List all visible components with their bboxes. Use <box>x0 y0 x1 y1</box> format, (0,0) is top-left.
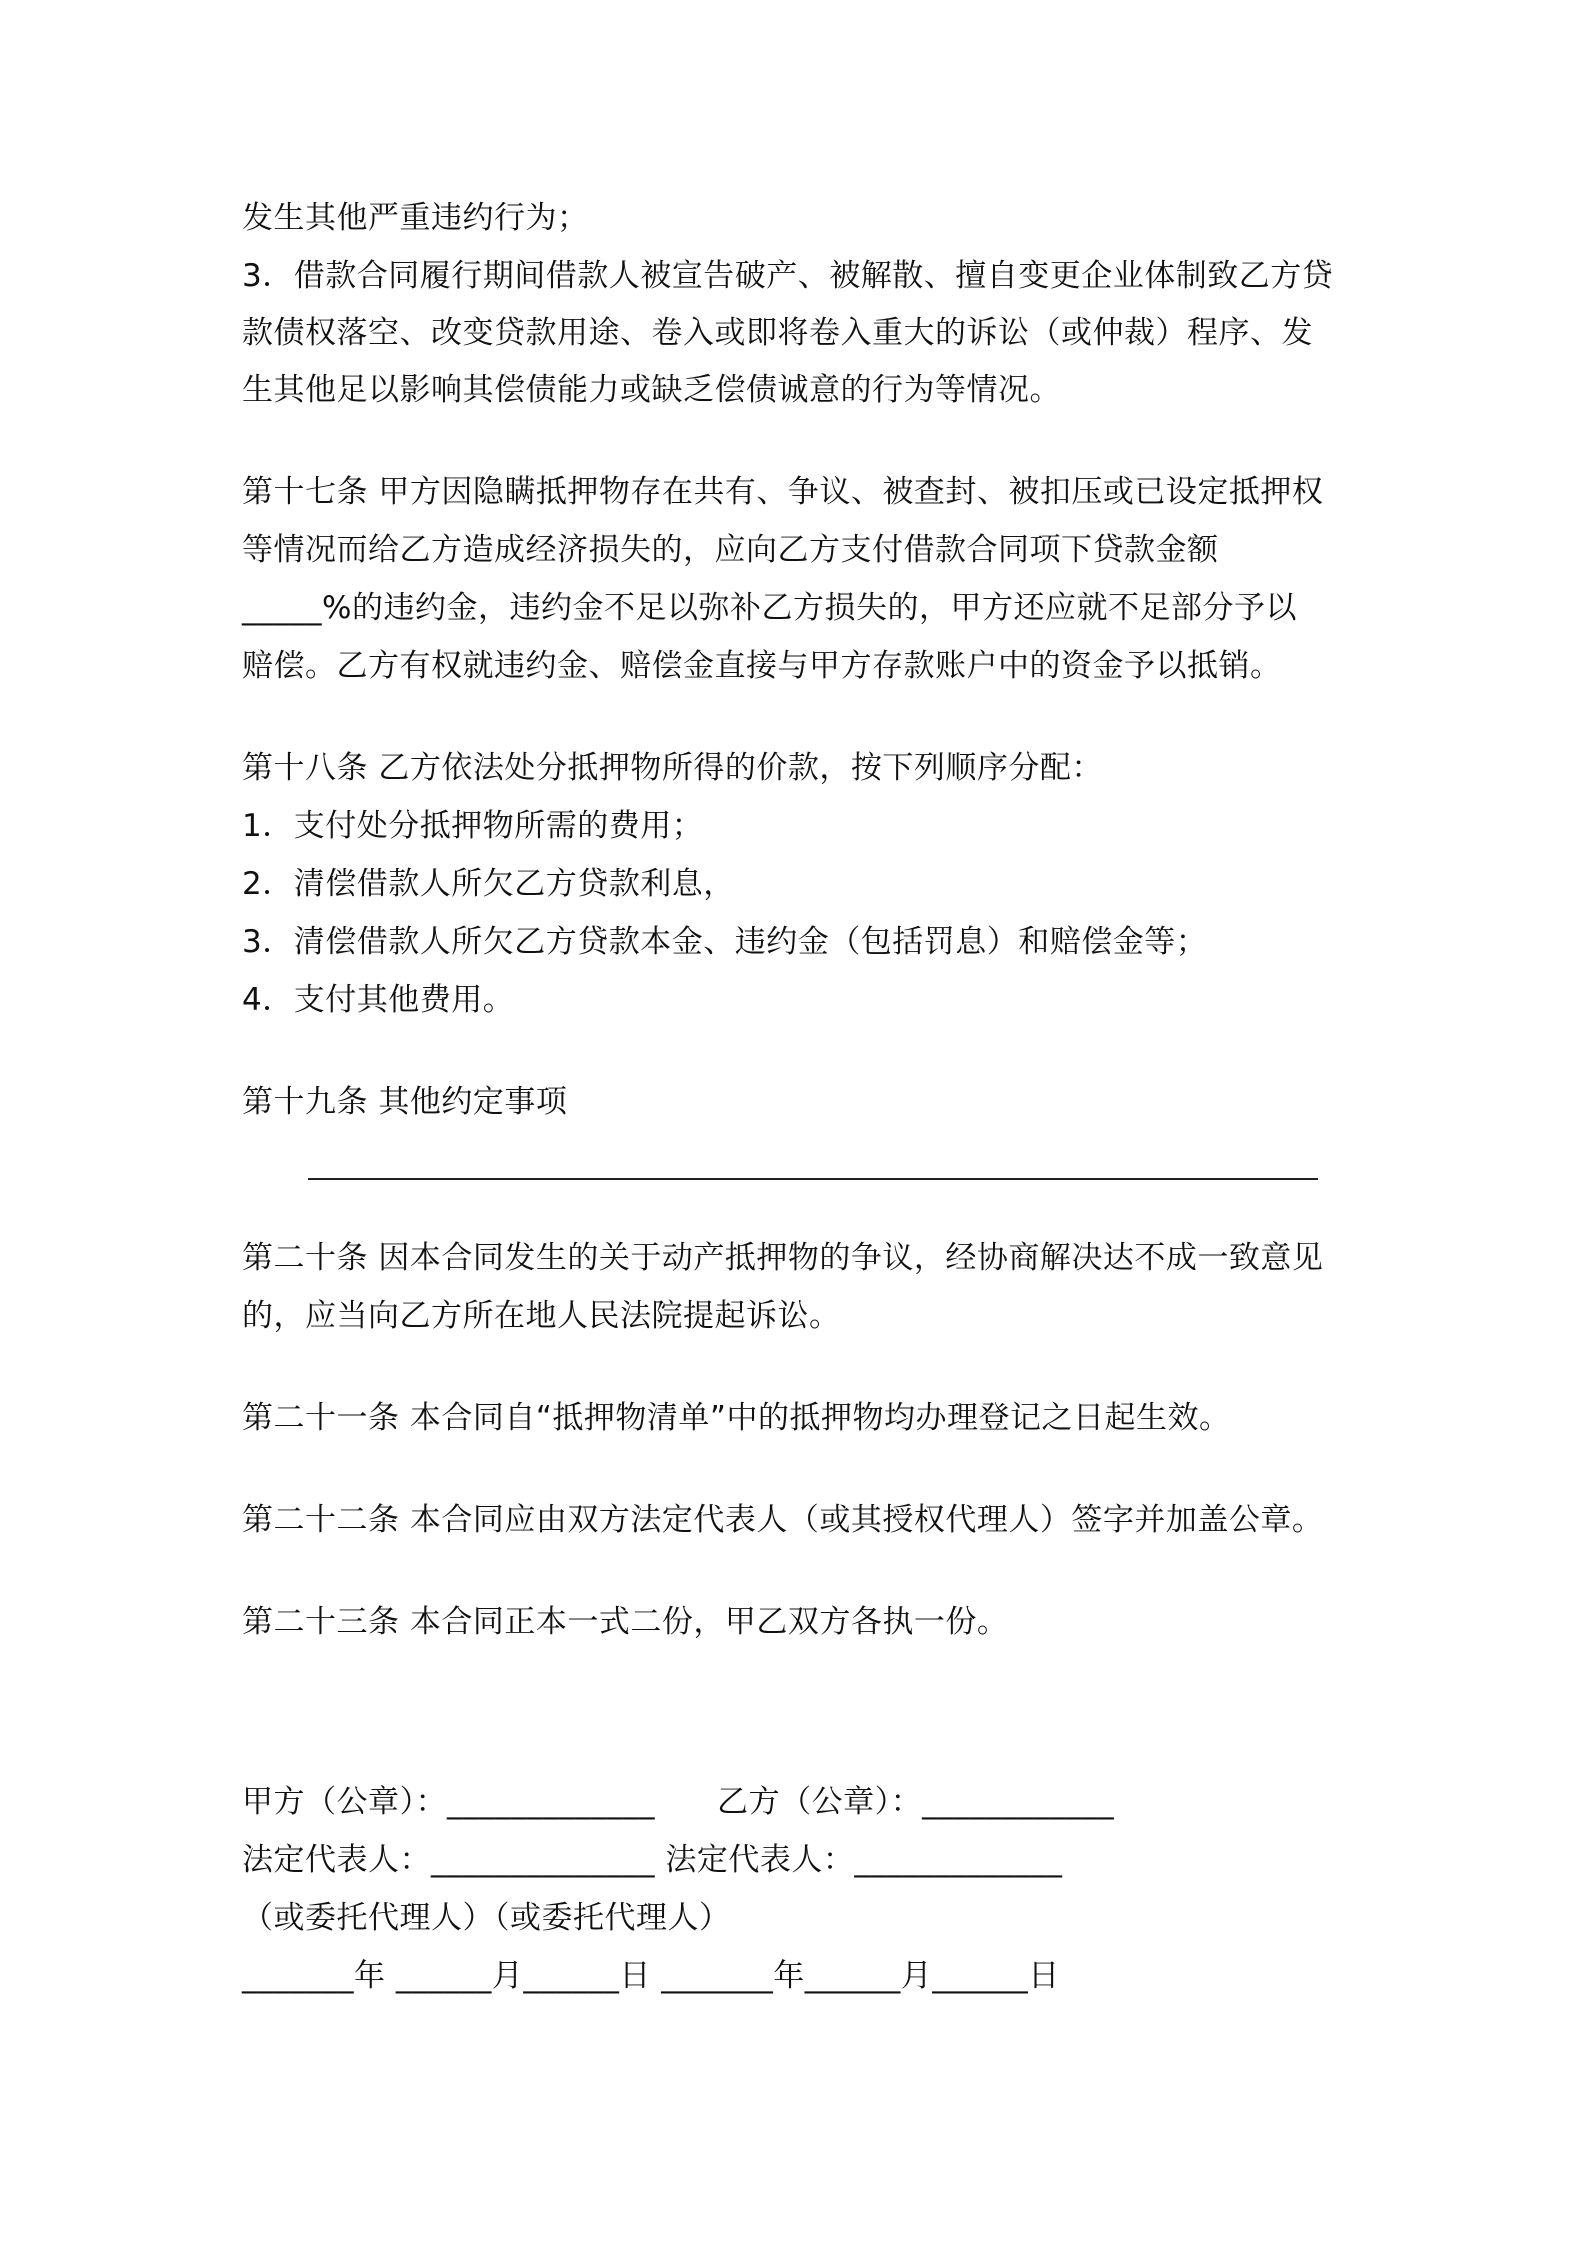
clause18-item-2: 2．清偿借款人所欠乙方贷款利息， <box>242 866 735 902</box>
clause16-item3-line-3: 生其他足以影响其偿债能力或缺乏偿债诚意的行为等情况。 <box>242 372 1061 408</box>
signature-seal-line: 甲方（公章）：_____________ 乙方（公章）：____________ <box>242 1784 1115 1820</box>
clause16-tail-line-1: 发生其他严重违约行为； <box>242 200 589 236</box>
contract-page <box>242 0 1362 2244</box>
clause17-line-1: 第十七条 甲方因隐瞒抵押物存在共有、争议、被查封、被扣压或已设定抵押权 <box>242 474 1324 510</box>
clause18-item-3: 3．清偿借款人所欠乙方贷款本金、违约金（包括罚息）和赔偿金等； <box>242 924 1208 960</box>
clause19-blank-line <box>308 1178 1318 1180</box>
clause17-line-3: _____%的违约金，违约金不足以弥补乙方损失的，甲方还应就不足部分予以 <box>242 590 1297 626</box>
clause21: 第二十一条 本合同自“抵押物清单”中的抵押物均办理登记之日起生效。 <box>242 1400 1231 1436</box>
clause23: 第二十三条 本合同正本一式二份，甲乙双方各执一份。 <box>242 1604 1009 1640</box>
clause20-line-1: 第二十条 因本合同发生的关于动产抵押物的争议，经协商解决达不成一致意见 <box>242 1240 1324 1276</box>
clause18-item-1: 1．支付处分抵押物所需的费用； <box>242 808 704 844</box>
clause20-line-2: 的，应当向乙方所在地人民法院提起诉讼。 <box>242 1298 841 1334</box>
clause18-item-4: 4．支付其他费用。 <box>242 982 515 1018</box>
clause22: 第二十二条 本合同应由双方法定代表人（或其授权代理人）签字并加盖公章。 <box>242 1502 1324 1538</box>
signature-legal-rep-line: 法定代表人：______________ 法定代表人：_____________ <box>242 1842 1063 1878</box>
signature-date-line: _______年 ______月______日 _______年______月______日 <box>242 1958 1060 1994</box>
clause16-item3-line-2: 款债权落空、改变贷款用途、卷入或即将卷入重大的诉讼（或仲裁）程序、发 <box>242 315 1313 351</box>
clause18-heading: 第十八条 乙方依法处分抵押物所得的价款，按下列顺序分配： <box>242 750 1103 786</box>
clause17-line-4: 赔偿。乙方有权就违约金、赔偿金直接与甲方存款账户中的资金予以抵销。 <box>242 648 1282 684</box>
signature-agent-line: （或委托代理人）（或委托代理人） <box>242 1900 731 1936</box>
clause17-line-2: 等情况而给乙方造成经济损失的，应向乙方支付借款合同项下贷款金额 <box>242 532 1219 568</box>
clause19-heading: 第十九条 其他约定事项 <box>242 1084 568 1120</box>
clause16-item3-line-1: 3．借款合同履行期间借款人被宣告破产、被解散、擅自变更企业体制致乙方贷 <box>242 258 1334 294</box>
